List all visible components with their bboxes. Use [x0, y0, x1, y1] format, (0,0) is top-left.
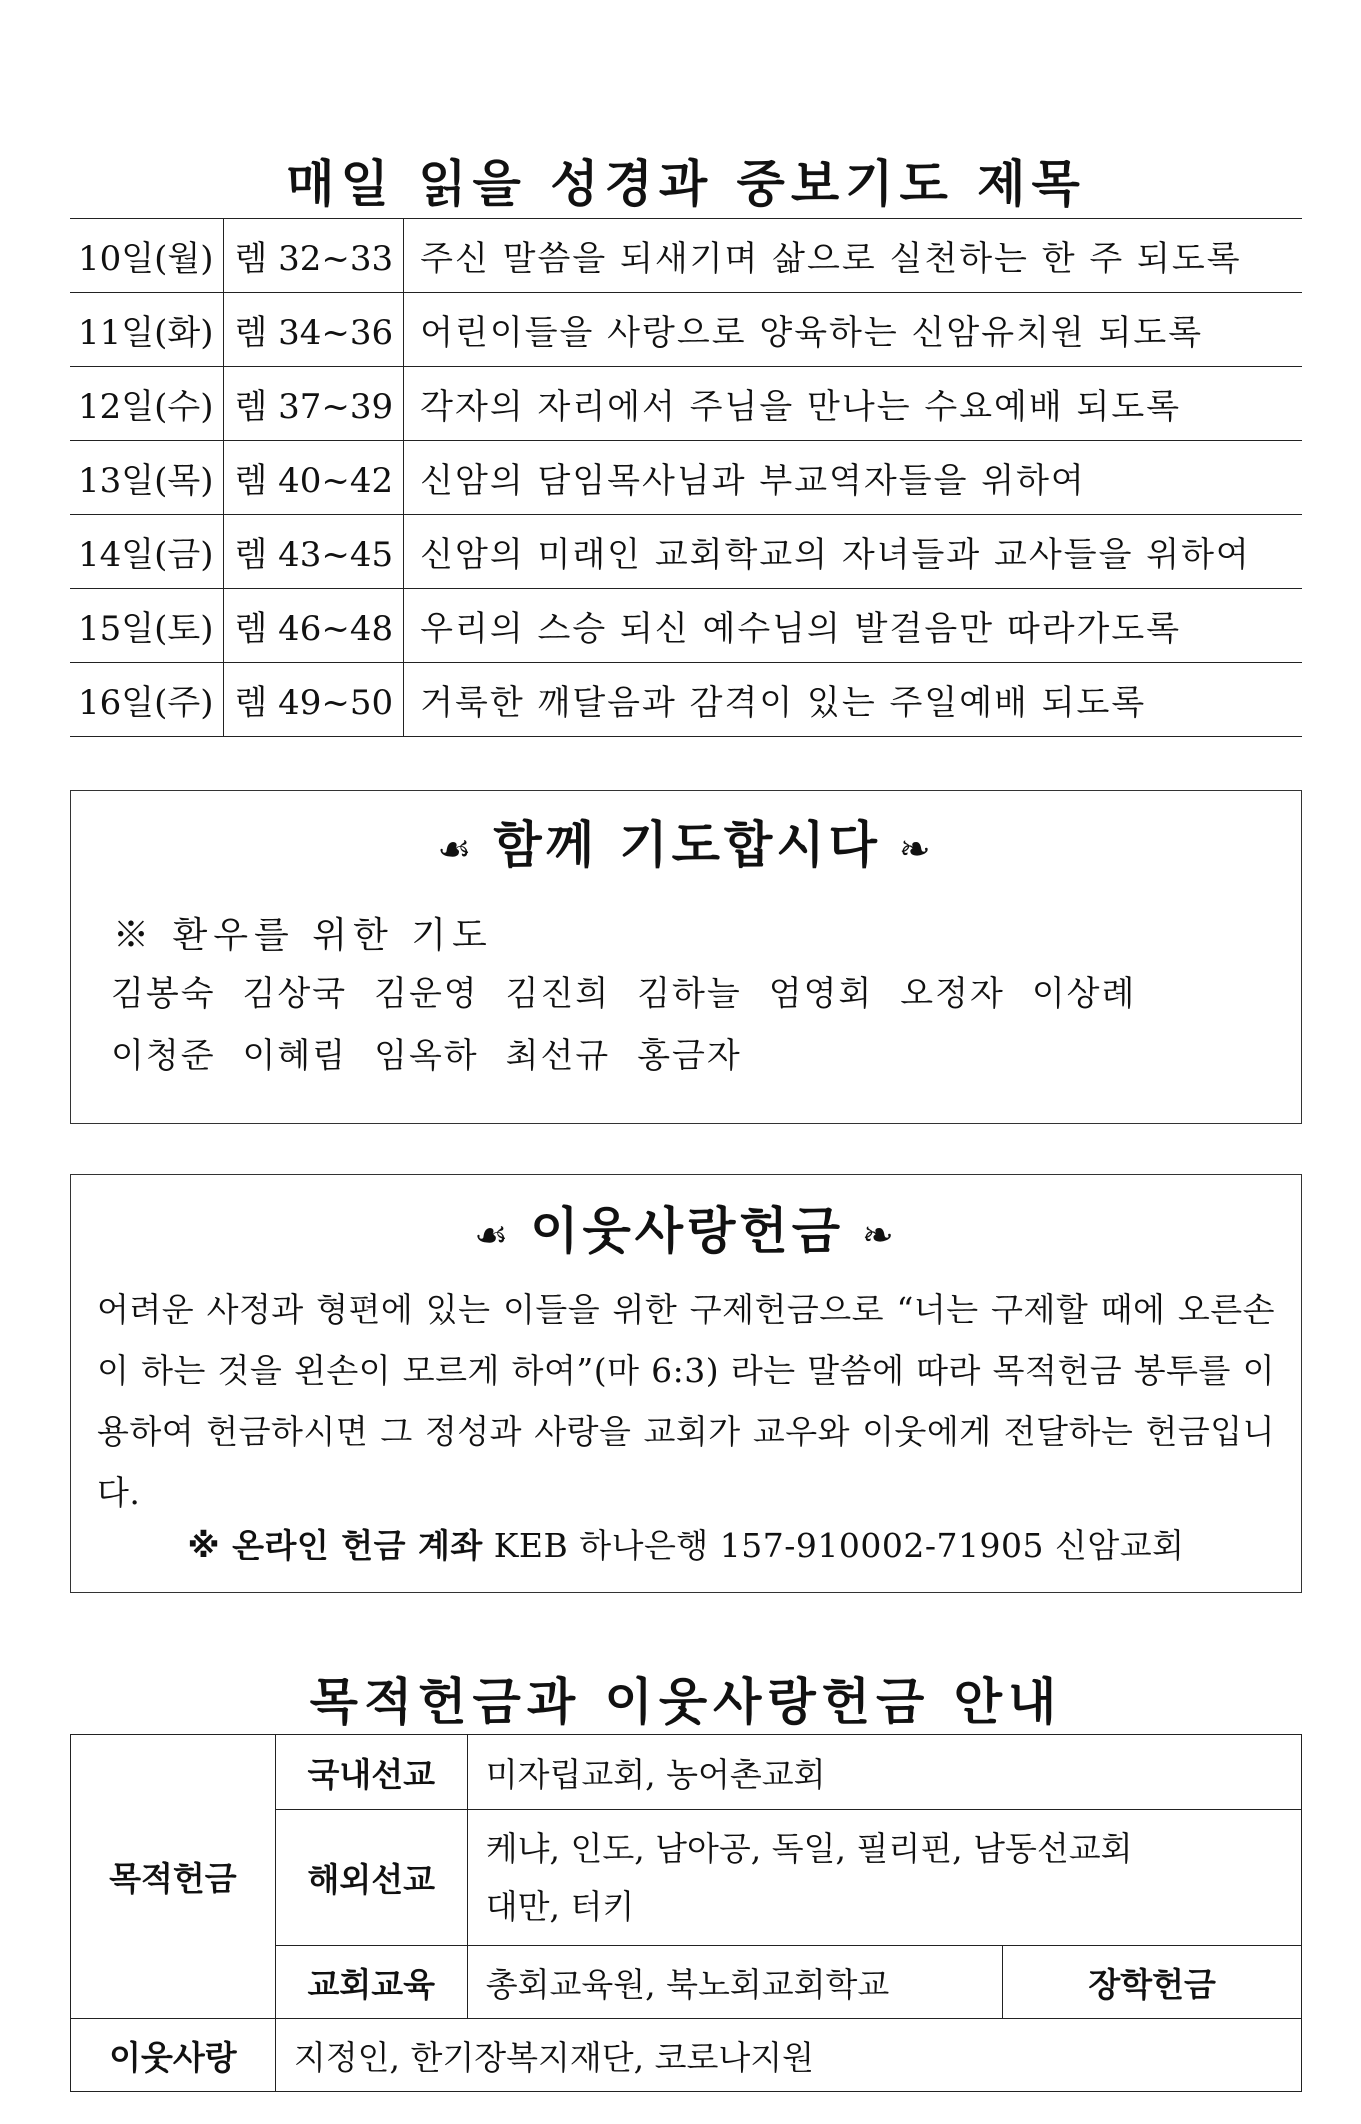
- domestic-label: 국내선교: [275, 1735, 467, 1810]
- table-row: [71, 2019, 1302, 2092]
- overseas-value-line1: 케냐, 인도, 남아공, 독일, 필리핀, 남동선교회: [485, 1828, 1133, 1868]
- daily-date: 11일(화): [70, 293, 224, 367]
- ornament-left-icon: ☙: [474, 1212, 513, 1257]
- scholarship-label: 장학헌금: [1003, 1946, 1302, 2019]
- online-account: [71, 1520, 1301, 1567]
- daily-date: 12일(수): [70, 367, 224, 441]
- prayer-name: 김운영: [374, 974, 479, 1014]
- daily-bible-ref: 렘 32~33: [224, 219, 404, 293]
- neighbor-offering-box: [70, 1174, 1302, 1593]
- neighbor-value: 지정인, 한기장복지재단, 코로나지원: [275, 2019, 1301, 2092]
- daily-title: 매일 읽을 성경과 중보기도 제목: [286, 155, 1086, 213]
- guide-title: 목적헌금과 이웃사랑헌금 안내: [309, 1673, 1063, 1731]
- prayer-name: 홍금자: [637, 1036, 742, 1076]
- daily-prayer-topic: 어린이들을 사랑으로 양육하는 신암유치원 되도록: [404, 293, 1302, 367]
- daily-date: 13일(목): [70, 441, 224, 515]
- account-info: KEB 하나은행 157-910002-71905 신암교회: [493, 1526, 1185, 1565]
- daily-prayer-topic: 신암의 미래인 교회학교의 자녀들과 교사들을 위하여: [404, 515, 1302, 589]
- prayer-name: 김봉숙: [111, 974, 216, 1014]
- daily-date: 15일(토): [70, 589, 224, 663]
- daily-prayer-topic: 주신 말씀을 되새기며 삶으로 실천하는 한 주 되도록: [404, 219, 1302, 293]
- account-label: ※ 온라인 헌금 계좌: [187, 1526, 483, 1565]
- neighbor-description: 어려운 사정과 형편에 있는 이들을 위한 구제헌금으로 “너는 구제할 때에 오른손이 하는 것을 왼손이 모르게 하여”(마 6:3) 라는 말씀에 따라 목적헌금 봉투를 이용하여 헌금하시면 그 정성과 사랑을 교회가 교우와 이웃에게 전달하는 헌금입니다.: [97, 1290, 1275, 1512]
- offering-guide-table: [70, 1734, 1302, 2092]
- prayer-name: 엄영회: [768, 974, 874, 1014]
- daily-bible-ref: 렘 43~45: [224, 515, 404, 589]
- daily-reading-table: [70, 218, 1302, 737]
- table-row: [70, 367, 1302, 441]
- daily-prayer-topic: 신암의 담임목사님과 부교역자들을 위하여: [404, 441, 1302, 515]
- daily-bible-ref: 렘 37~39: [224, 367, 404, 441]
- daily-date: 10일(월): [70, 219, 224, 293]
- prayer-names: [111, 963, 1261, 1087]
- table-row: [70, 441, 1302, 515]
- overseas-value-line2: 대만, 터키: [485, 1886, 635, 1926]
- table-row: [70, 515, 1302, 589]
- daily-prayer-topic: 거룩한 깨달음과 감격이 있는 주일예배 되도록: [404, 663, 1302, 737]
- daily-date: 14일(금): [70, 515, 224, 589]
- daily-date: 16일(주): [70, 663, 224, 737]
- prayer-name: 김진희: [505, 974, 611, 1014]
- prayer-subtitle: ※ 환우를 위한 기도: [113, 915, 493, 956]
- prayer-name: 이혜림: [242, 1036, 348, 1076]
- overseas-label: 해외선교: [275, 1810, 467, 1946]
- prayer-name: 최선규: [505, 1036, 611, 1076]
- education-value: 총회교육원, 북노회교회학교: [467, 1946, 1003, 2019]
- prayer-name: 김하늘: [637, 974, 742, 1014]
- neighbor-label: 이웃사랑: [71, 2019, 276, 2092]
- daily-prayer-topic: 각자의 자리에서 주님을 만나는 수요예배 되도록: [404, 367, 1302, 441]
- overseas-value: [467, 1810, 1301, 1946]
- domestic-value: 미자립교회, 농어촌교회: [467, 1735, 1301, 1810]
- table-row: [70, 589, 1302, 663]
- prayer-box: [70, 790, 1302, 1124]
- education-label: 교회교육: [275, 1946, 467, 2019]
- daily-prayer-topic: 우리의 스승 되신 예수님의 발걸음만 따라가도록: [404, 589, 1302, 663]
- table-row: [70, 293, 1302, 367]
- daily-bible-ref: 렘 49~50: [224, 663, 404, 737]
- daily-bible-ref: 렘 40~42: [224, 441, 404, 515]
- prayer-name: 이청준: [111, 1036, 216, 1076]
- prayer-name: 김상국: [242, 974, 348, 1014]
- prayer-title: 함께 기도합시다: [493, 816, 881, 874]
- prayer-name: 임옥하: [374, 1036, 479, 1076]
- table-row: [70, 663, 1302, 737]
- ornament-left-icon: ☙: [437, 826, 476, 871]
- ornament-right-icon: ❧: [898, 826, 935, 871]
- table-row: [70, 219, 1302, 293]
- daily-bible-ref: 렘 46~48: [224, 589, 404, 663]
- prayer-name: 이상례: [1031, 974, 1137, 1014]
- daily-bible-ref: 렘 34~36: [224, 293, 404, 367]
- table-row: [71, 1735, 1302, 1810]
- neighbor-title: 이웃사랑헌금: [530, 1202, 845, 1260]
- neighbor-title-row: [71, 1191, 1301, 1263]
- prayer-name: 오정자: [900, 974, 1005, 1014]
- purpose-label: 목적헌금: [71, 1735, 276, 2019]
- prayer-title-row: [71, 805, 1301, 877]
- ornament-right-icon: ❧: [862, 1212, 898, 1257]
